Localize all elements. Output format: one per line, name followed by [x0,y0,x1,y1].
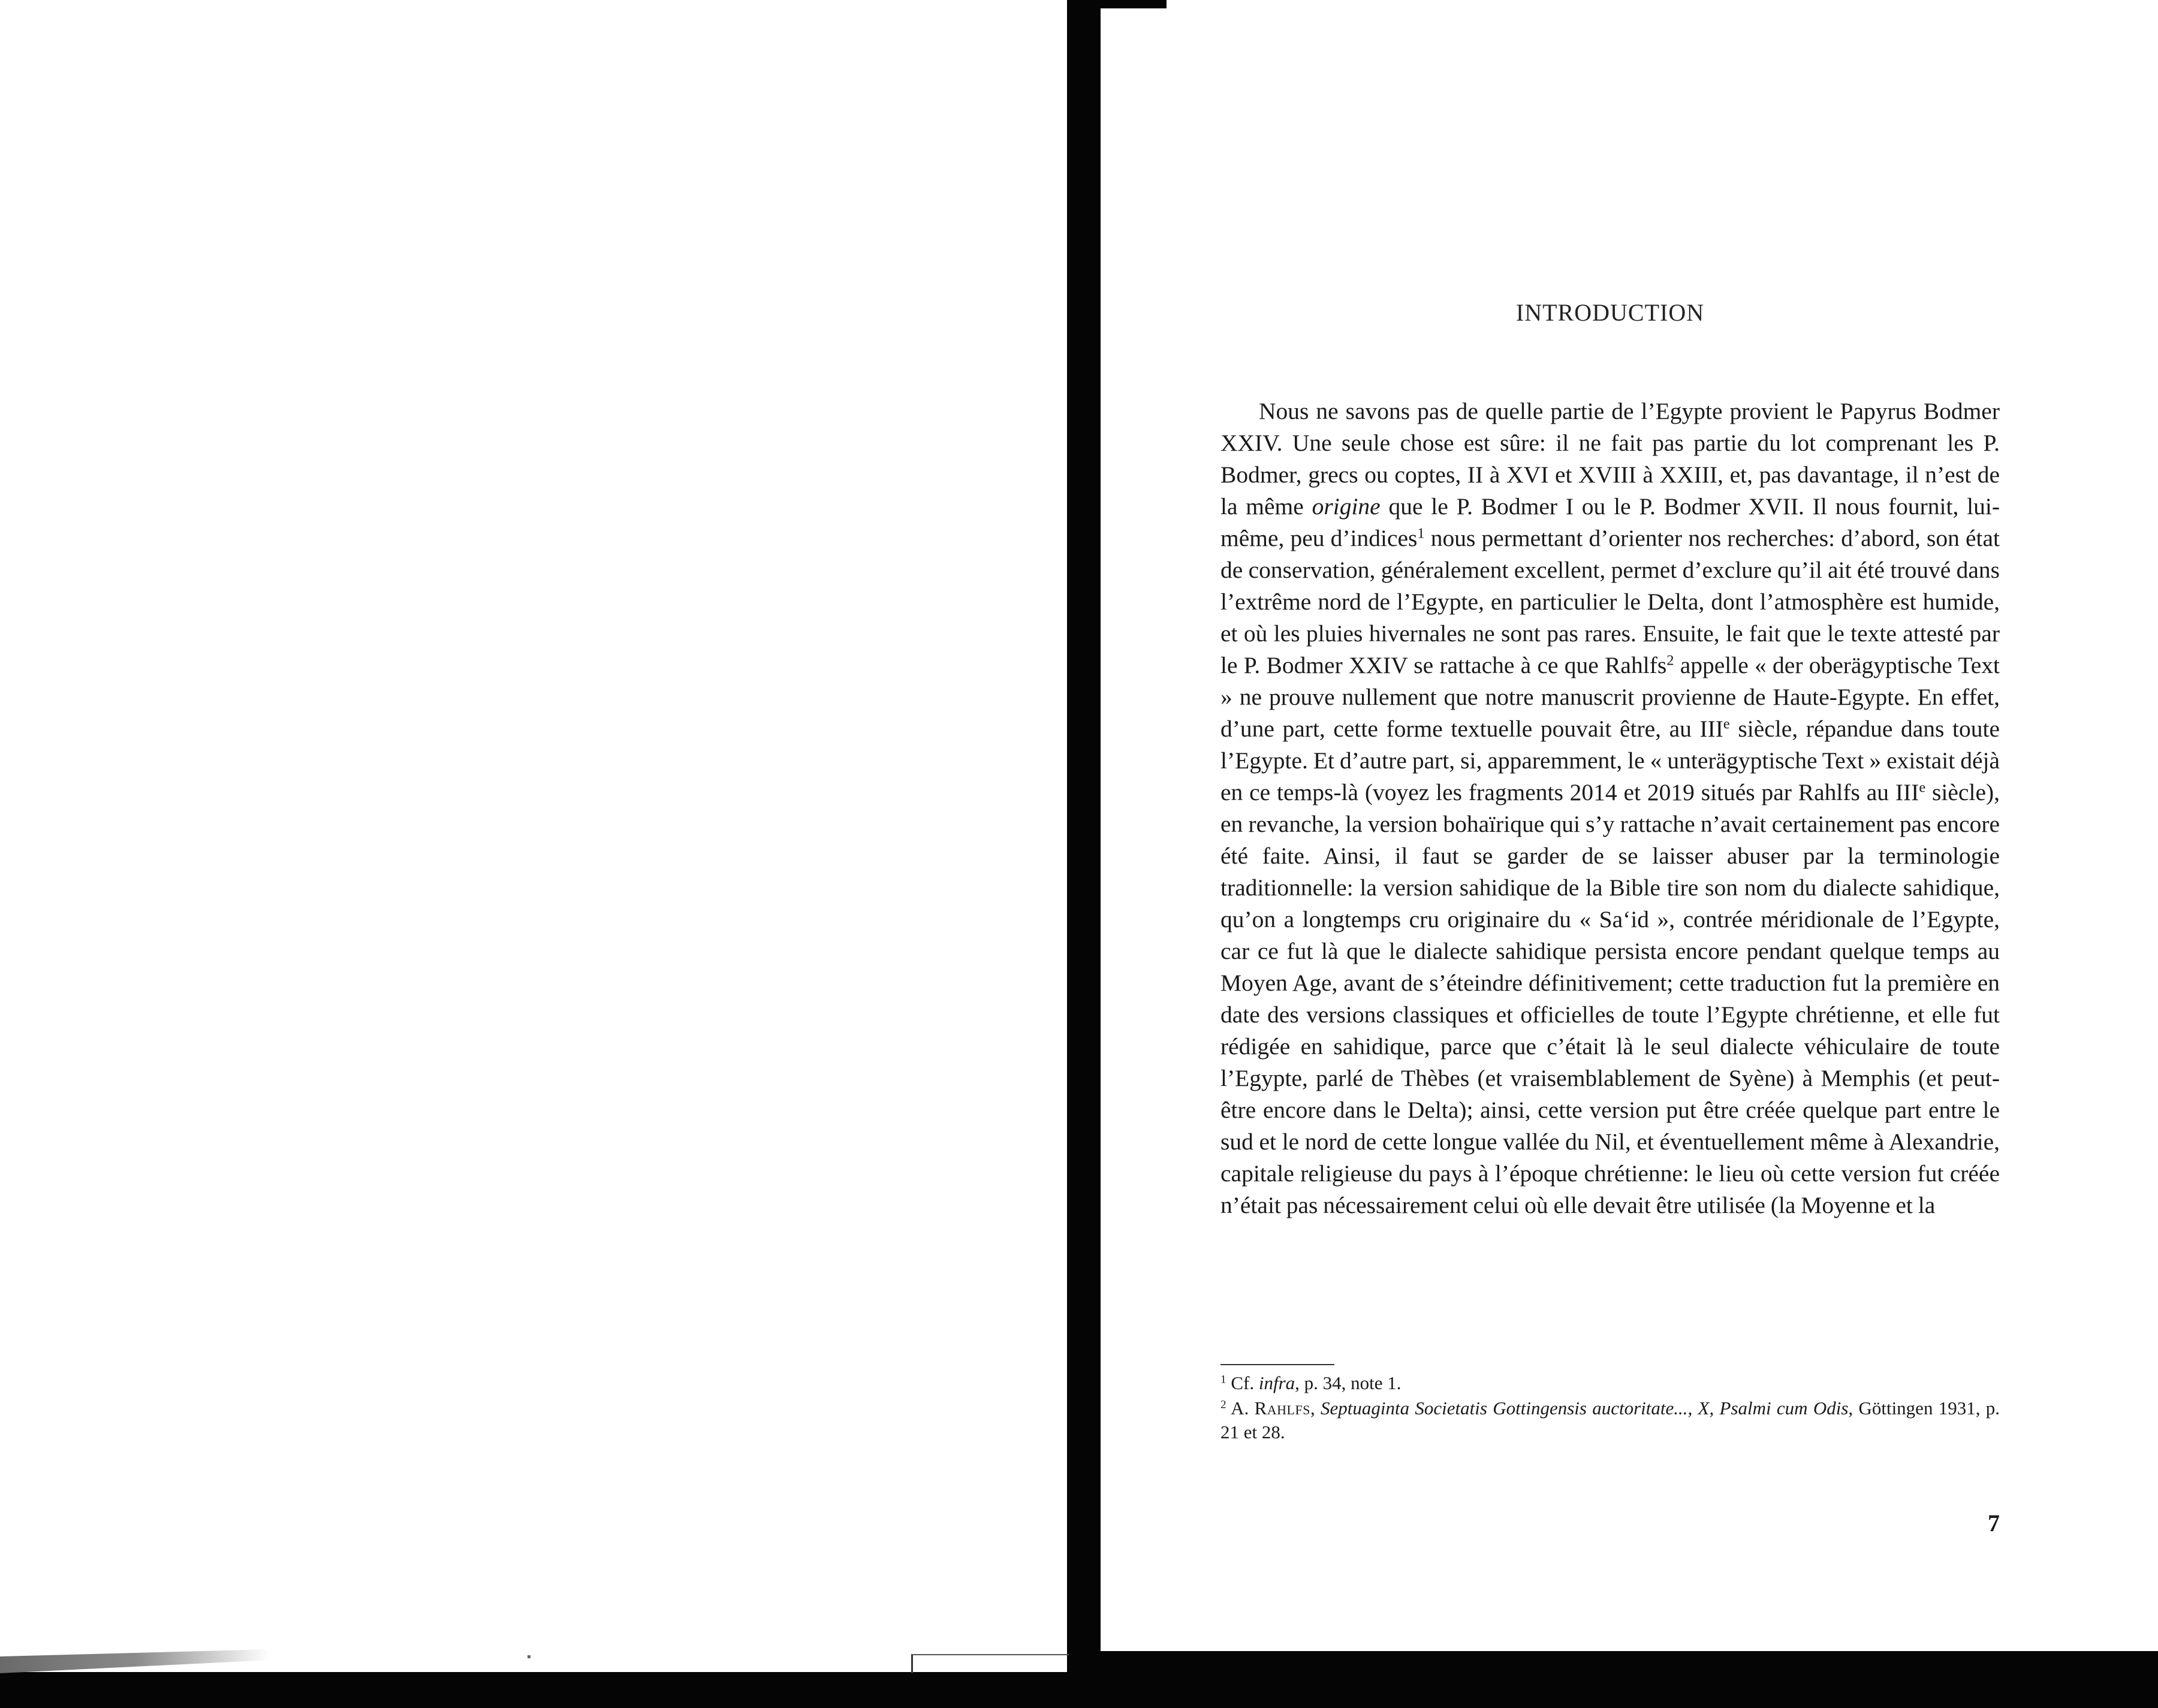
book-page [1220,0,2000,1642]
footnote-1 [1220,1371,2000,1395]
body-text-segment: siècle, répandue dans toute l’Egypte. Et d’autre part, si, apparemment, le « unterägyptische Text » existait déjà en ce temps-là (voyez les fragments 2014 et 2019 situés par Rahlfs au III [1220,716,2000,805]
footnote-number: 1 [1220,1373,1226,1386]
footnote-2 [1220,1396,2000,1444]
body-text-segment: nous permettant d’orienter nos recherches: d’abord, son état de conservation, généralement excellent, permet d’exclure qu’il ait été trouvé dans l’extrême nord de l’Egypte, en particulier le Delta, dont l’atmosphère est humide, et où les pluies hivernales ne sont pas rares. Ensuite, le fait que le texte attesté par le P. Bodmer XXIV se rattache à ce que Rahlfs [1220,525,2000,678]
scan-bracket-mark [911,1654,1069,1673]
footnote-number: 2 [1220,1398,1226,1411]
body-text-segment: siècle), en revanche, la version bohaïrique qui s’y rattache n’avait certainement pas encore été faite. Ainsi, il faut se garder de se laisser abuser par la terminologie traditionnelle: la version sahidique de la Bible tire son nom du dialecte sahidique, qu’on a longtemps cru originaire du « Sa‘id », contrée méridionale de l’Egypte, car ce fut là que le dialecte sahidique persista encore pendant quelque temps au Moyen Age, avant de s’éteindre définitivement; cette traduction fut la première en date des versions classiques et officielles de toute l’Egypte chrétienne, et elle fut rédigée en sahidique, parce que c’était là le seul dialecte véhiculaire de toute l’Egypte, parlé de Thèbes (et vraisemblablement de Syène) à Memphis (et peut-être encore dans le Delta); ainsi, cette version put être créée quelque part entre le sud et le nord de cette longue vallée du Nil, et éventuellement même à Alexandrie, capitale religieuse du pays à l’époque chrétienne: le lieu où cette version fut créée n’était pas nécessairement celui où elle devait être utilisée (la Moyenne et la [1220,779,2000,1218]
scan-gutter-notch [1101,0,1167,8]
footnote-text: Cf. [1226,1372,1259,1393]
body-text-segment: que le P. Bodmer I ou le P. Bodmer XVII. Il nous fournit, lui-même, peu d’indices [1220,493,2000,551]
scan-left-smear [0,1649,270,1673]
superscript-e: e [1919,779,1926,796]
footnote-text: , [1310,1398,1321,1419]
body-paragraph [1220,396,2000,1221]
footnote-text: A. [1226,1398,1255,1419]
body-text-segment: Nous ne savons pas de quelle partie de l’Egypte provient le Papyrus Bodmer XXIV. Une seule chose est sûre: il ne fait pas partie du lot comprenant les P. Bodmer, grecs ou coptes, II à XVI et XVIII à XXIII, et, pas davantage, il n’est de la même [1220,398,2000,520]
footnote-text: Göttingen 1931, p. 21 et 28. [1220,1398,2000,1443]
footnote-ref-2[interactable]: 2 [1666,652,1674,669]
footnote-emphasis: infra [1258,1372,1295,1393]
scan-bottom-edge [0,1672,2158,1708]
body-text-segment: appelle « der oberägyptische Text » ne prouve nullement que notre manuscrit provienne de Haute-Egypte. En effet, d’une part, cette forme textuelle pouvait être, au III [1220,652,2000,742]
page-title: INTRODUCTION [1515,299,1705,326]
footnote-author: Rahlfs [1254,1398,1310,1419]
footnote-ref-1[interactable]: 1 [1417,525,1425,542]
superscript-e: e [1723,716,1730,732]
footnotes [1220,1371,2000,1446]
scan-bottom-edge-right [1067,1651,2158,1675]
scan-gutter-shadow [1067,0,1101,1708]
scan-dust-mark [528,1655,531,1658]
footnote-separator [1220,1364,1334,1365]
footnote-text: , p. 34, note 1. [1295,1372,1402,1393]
footnote-emphasis: Septuaginta Societatis Gottingensis auctoritate..., X, Psalmi cum Odis, [1321,1398,1853,1419]
page-number: 7 [1988,1510,2000,1537]
body-emphasis: origine [1312,493,1381,520]
